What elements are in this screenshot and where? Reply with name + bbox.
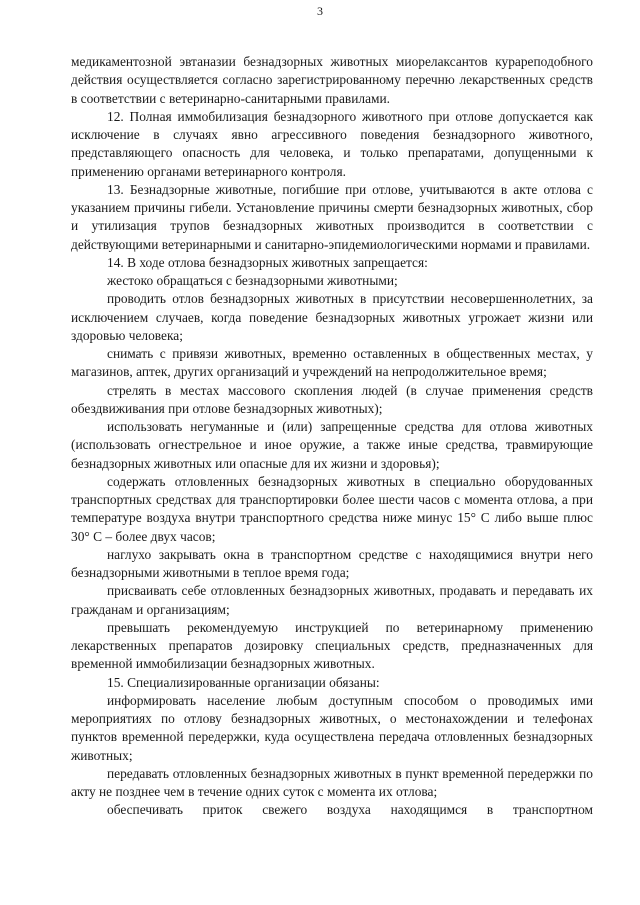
paragraph: 12. Полная иммобилизация безнадзорного животного при отлове допускается как исключение в случаях явно агрессивного поведения безнадзорного животного, представляющего опасность для человека, и только препаратами, допущенными к применению органами ветеринарного контроля. (71, 108, 593, 179)
paragraph: превышать рекомендуемую инструкцией по ветеринарному применению лекарственных препаратов дозировку специальных средств, предназначенных для временной иммобилизации безнадзорных животных. (71, 619, 593, 672)
paragraph: проводить отлов безнадзорных животных в присутствии несовершеннолетних, за исключением случаев, когда поведение безнадзорных животных угрожает жизни или здоровью человека; (71, 291, 593, 343)
paragraph: информировать население любым доступным способом о проводимых ими мероприятиях по отлову безнадзорных животных, о местонахождении и телефонах пунктов временной передержки, куда осуществлена передача отловленных безнадзорных животных; (71, 692, 593, 763)
paragraph: наглухо закрывать окна в транспортном средстве с находящимися внутри него безнадзорными животными в теплое время года; (71, 546, 593, 580)
document-body (71, 53, 593, 820)
paragraph: 13. Безнадзорные животные, погибшие при отлове, учитываются в акте отлова с указанием причины гибели. Установление причины смерти безнадзорных животных, сбор и утилизация трупов безнадзорных животных производится в соответствии с действующими ветеринарными и санитарно-эпидемиологическими нормами и правилами. (71, 181, 593, 252)
paragraph: медикаментозной эвтаназии безнадзорных животных миорелаксантов курареподобного действия осуществляется согласно зарегистрированному перечню лекарственных средств в соответствии с ветеринарно-санитарными правилами. (71, 54, 593, 106)
paragraph: содержать отловленных безнадзорных животных в специально оборудованных транспортных средствах для транспортировки более шести часов с момента отлова, а при температуре воздуха внутри транспортного средства ниже минус 15° С либо выше плюс 30° С – более двух часов; (71, 473, 593, 544)
paragraph: использовать негуманные и (или) запрещенные средства для отлова животных (использовать огнестрельное и иное оружие, а также иные средства, травмирующие безнадзорных животных или опасные для их жизни и здоровья); (71, 419, 593, 471)
paragraph: снимать с привязи животных, временно оставленных в общественных местах, у магазинов, аптек, других организаций и учреждений на непродолжительное время; (71, 346, 593, 380)
paragraph: жестоко обращаться с безнадзорными животными; (107, 273, 398, 288)
paragraph: стрелять в местах массового скопления людей (в случае применения средств обездвиживания при отлове безнадзорных животных); (71, 382, 593, 416)
paragraph: 14. В ходе отлова безнадзорных животных запрещается: (107, 254, 428, 270)
paragraph: присваивать себе отловленных безнадзорных животных, продавать и передавать их гражданам и организациям; (71, 583, 593, 617)
paragraph: передавать отловленных безнадзорных животных в пункт временной передержки по акту не позднее чем в течение одних суток с момента их отлова; (71, 765, 593, 799)
page-number: 3 (317, 4, 323, 18)
paragraph: обеспечивать приток свежего воздуха находящимся в транспортном (107, 802, 593, 818)
paragraph: 15. Специализированные организации обязаны: (107, 674, 380, 690)
